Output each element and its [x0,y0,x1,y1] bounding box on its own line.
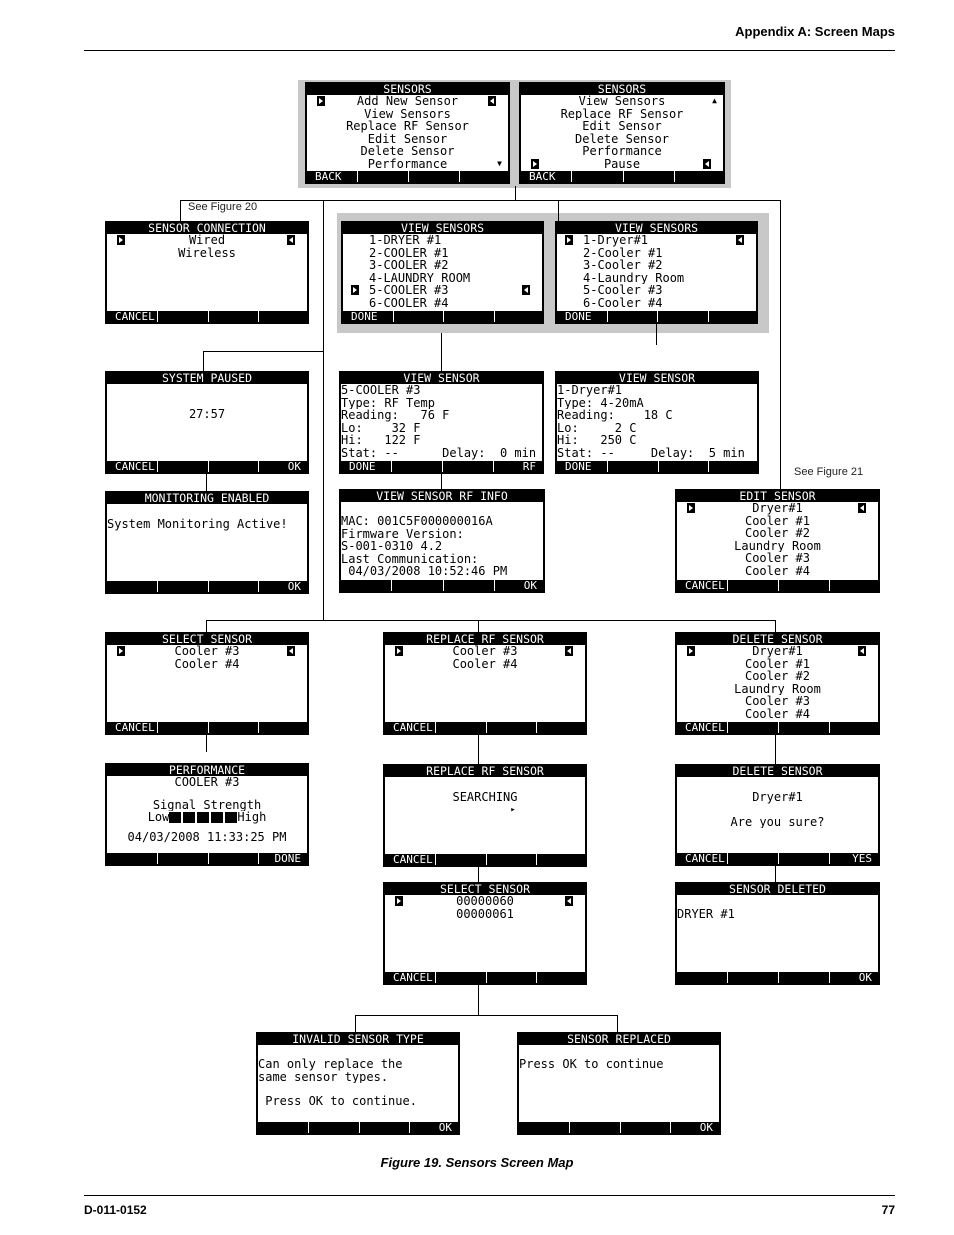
left-arrow-icon [858,646,866,656]
left-arrow-icon [287,646,295,656]
softkey-bar [258,1122,458,1133]
softkey[interactable] [487,972,538,983]
softkey[interactable] [659,461,710,472]
list-item-selected[interactable]: Dryer#1 [677,645,878,658]
list-item-selected[interactable]: 1-Dryer#1 [557,234,756,247]
softkey-bar [385,854,585,865]
lcd-select-sensor-perf [105,632,309,735]
screen-title: SELECT SENSOR [385,884,585,895]
softkey[interactable] [409,171,460,182]
last-comm-label: Last Communication: [341,552,479,566]
softkey[interactable]: OK [523,580,537,591]
list-item[interactable]: Cooler #4 [452,657,518,671]
connector [617,1015,618,1032]
menu-item[interactable]: Delete Sensor [575,132,669,146]
lcd-sensors-menu-2 [519,82,725,184]
mac-address: MAC: 001C5F000000016A [341,515,493,528]
screen-title: SENSOR DELETED [677,884,878,895]
softkey[interactable] [675,171,723,182]
sensor-name: 1-Dryer#1 [557,384,623,397]
softkey[interactable] [309,1122,360,1133]
connector [558,200,559,222]
last-comm-time: 04/03/2008 10:52:46 PM [341,565,508,578]
lcd-view-sensor-rf-info [339,489,545,593]
softkey[interactable] [358,171,409,182]
softkey[interactable] [107,853,158,864]
list-item[interactable]: Cooler #3 [744,695,811,708]
softkey[interactable] [209,853,260,864]
softkey[interactable] [443,461,494,472]
softkey[interactable]: BACK [307,171,358,182]
softkey[interactable]: BACK [521,171,572,182]
screen-title: VIEW SENSOR RF INFO [341,491,543,502]
lcd-delete-sensor-confirm [675,764,880,866]
lcd-view-sensor-rf [339,371,544,474]
softkey[interactable] [830,580,878,591]
sensor-lo: Lo: 32 F [341,421,421,435]
menu-item[interactable]: Edit Sensor [367,132,448,146]
softkey[interactable]: OK [858,972,872,983]
sensor-reading: Reading: 76 F [341,409,450,422]
sensor-name: 5-COOLER #3 [341,384,421,397]
connector [206,620,776,621]
softkey[interactable] [830,722,878,733]
softkey[interactable] [209,722,260,733]
screen-title: VIEW SENSOR [557,373,757,384]
connector [203,351,204,371]
list-item[interactable]: Cooler #1 [744,514,811,528]
softkey[interactable] [728,853,779,864]
softkey-bar [557,461,757,472]
connector [441,473,442,489]
softkey[interactable] [209,311,260,322]
left-arrow-icon [858,503,866,513]
screen-title: EDIT SENSOR [677,491,878,502]
softkey[interactable] [107,581,158,592]
connector [355,1015,617,1016]
menu-item[interactable]: Performance [582,145,662,158]
list-item[interactable]: Laundry Room [734,539,821,553]
list-item[interactable]: Laundry Room [734,682,821,696]
softkey[interactable] [158,311,209,322]
softkey[interactable] [537,722,585,733]
screen-title: PERFORMANCE [107,765,307,776]
lcd-replace-rf-sensor-list [383,632,587,735]
screen-title: VIEW SENSORS [343,223,542,234]
softkey[interactable]: OK [287,461,301,472]
list-item[interactable]: Cooler #4 [744,564,811,578]
see-figure-21: See Figure 21 [794,466,864,478]
list-item[interactable]: Cooler #2 [744,527,811,540]
list-item[interactable]: 3-COOLER #2 [369,259,449,272]
softkey-bar [107,461,307,472]
left-arrow-icon [736,235,744,245]
left-arrow-icon [522,285,530,295]
sensor-type: Type: 4-20mA [557,396,644,410]
connector [515,186,516,200]
left-arrow-icon [565,896,573,906]
softkey-bar [385,972,585,983]
list-item[interactable]: 4-LAUNDRY ROOM [369,271,471,285]
menu-item[interactable]: Replace RF Sensor [560,107,684,121]
softkey[interactable] [709,311,757,322]
softkey[interactable] [608,461,659,472]
softkey[interactable] [779,972,830,983]
left-arrow-icon [703,159,711,169]
softkey[interactable]: RF [522,461,536,472]
softkey-bar [107,311,307,322]
signal-bars [169,812,237,823]
softkey[interactable] [460,171,508,182]
menu-item-wired[interactable]: Wired [107,234,307,247]
see-figure-20: See Figure 20 [188,201,258,213]
softkey[interactable]: CANCEL [385,972,436,983]
firmware-label: Firmware Version: [341,527,464,541]
message-line: Press OK to continue. [258,1095,417,1108]
softkey[interactable] [608,311,659,322]
connector [206,620,207,632]
page-number: 77 [881,1203,895,1217]
left-arrow-icon [565,646,573,656]
softkey[interactable] [728,972,779,983]
right-arrow-icon [531,159,539,169]
softkey[interactable]: CANCEL [385,854,436,865]
lcd-performance [105,763,309,866]
softkey[interactable] [158,853,209,864]
softkey[interactable] [259,722,307,733]
lcd-sensor-replaced [517,1032,721,1135]
softkey[interactable] [444,580,495,591]
page-header: Appendix A: Screen Maps [735,24,895,39]
connector [355,1015,356,1032]
sensor-lo: Lo: 2 C [557,421,637,435]
softkey[interactable] [392,580,443,591]
screen-title: REPLACE RF SENSOR [385,634,585,645]
screen-title: SENSORS [521,84,723,95]
softkey[interactable]: CANCEL [677,722,728,733]
list-item-selected[interactable]: 00000060 [385,895,585,908]
softkey[interactable] [209,461,260,472]
softkey[interactable] [519,1122,570,1133]
lcd-sensor-deleted [675,882,880,985]
softkey[interactable] [436,722,487,733]
screen-title: SENSOR REPLACED [519,1034,719,1045]
lcd-sensor-connection [105,221,309,324]
softkey[interactable] [658,311,709,322]
list-item[interactable]: 6-Cooler #4 [583,296,663,310]
lcd-system-paused [105,371,309,474]
scroll-down-icon: ▼ [497,158,502,168]
screen-title: REPLACE RF SENSOR [385,766,585,777]
softkey[interactable]: YES [852,853,872,864]
connector [323,200,324,620]
list-item[interactable]: 6-COOLER #4 [369,296,449,310]
list-item[interactable]: 00000061 [456,907,514,921]
right-arrow-icon [117,646,125,656]
lcd-view-sensors-mixed [555,221,758,324]
softkey[interactable]: DONE [274,853,301,864]
softkey-bar [521,171,723,182]
list-item-selected[interactable]: Cooler #3 [385,645,585,658]
right-arrow-icon [117,235,125,245]
softkey[interactable] [779,722,830,733]
softkey[interactable] [487,722,538,733]
menu-item[interactable]: Delete Sensor [360,145,455,158]
list-item[interactable]: Cooler #4 [744,707,811,721]
softkey[interactable] [495,311,543,322]
softkey[interactable] [624,171,675,182]
softkey[interactable]: OK [699,1122,713,1133]
softkey[interactable] [158,722,209,733]
connector [656,323,657,345]
lcd-replace-rf-searching [383,764,587,867]
list-item[interactable]: Cooler #3 [744,552,811,565]
connector [180,200,780,201]
menu-item-pause[interactable]: Pause [521,158,723,171]
softkey[interactable] [709,461,757,472]
sensor-stat: Stat: -- Delay: 0 min [341,446,537,460]
softkey[interactable]: OK [438,1122,452,1133]
left-arrow-icon [287,235,295,245]
message-line: same sensor types. [258,1070,389,1084]
screen-title: MONITORING ENABLED [107,493,307,504]
list-item[interactable]: Cooler #1 [744,657,811,671]
softkey[interactable] [487,854,538,865]
list-item[interactable]: 1-DRYER #1 [369,234,442,247]
screen-title: SELECT SENSOR [107,634,307,645]
right-arrow-icon [565,235,573,245]
connector [441,333,442,371]
lcd-view-sensors-upper [341,221,544,324]
searching-text: SEARCHING [452,791,518,804]
list-item[interactable]: 2-Cooler #1 [583,246,663,260]
softkey-bar [307,171,508,182]
connector [775,620,776,632]
figure-caption: Figure 19. Sensors Screen Map [380,1155,574,1170]
softkey-bar [107,722,307,733]
list-item[interactable]: Cooler #2 [744,670,811,683]
menu-item[interactable]: Replace RF Sensor [346,120,469,133]
sensor-hi: Hi: 250 C [557,434,637,447]
lcd-edit-sensor [675,489,880,593]
list-item-selected[interactable]: 5-COOLER #3 [343,284,542,297]
softkey[interactable] [728,580,779,591]
right-arrow-icon [395,646,403,656]
softkey-bar [343,311,542,322]
softkey[interactable] [436,854,487,865]
left-arrow-icon [488,96,496,106]
signal-strength-meter: Low High [147,811,267,825]
softkey[interactable]: CANCEL [107,722,158,733]
softkey[interactable]: DONE [557,461,608,472]
scroll-up-icon: ▲ [712,96,717,105]
sensor-type: Type: RF Temp [341,396,435,410]
pause-timer: 27:57 [188,408,226,421]
sensor-hi: Hi: 122 F [341,434,421,447]
menu-item[interactable]: Performance ▼ [367,157,502,171]
softkey-bar [519,1122,719,1133]
softkey[interactable] [209,581,260,592]
lcd-view-sensor-wired [555,371,759,474]
softkey[interactable] [537,972,585,983]
softkey-bar [557,311,756,322]
softkey[interactable] [341,580,392,591]
softkey[interactable] [570,1122,621,1133]
right-arrow-icon [351,285,359,295]
softkey[interactable]: CANCEL [677,853,728,864]
deleted-sensor-name: DRYER #1 [677,908,735,921]
message-line: Press OK to continue [519,1058,664,1071]
lcd-sensors-menu-1 [305,82,510,184]
sensor-reading: Reading: 18 C [557,409,673,422]
menu-item[interactable]: Edit Sensor [582,120,662,133]
screen-title: INVALID SENSOR TYPE [258,1034,458,1045]
softkey-bar [385,722,585,733]
softkey[interactable]: CANCEL [385,722,436,733]
sensor-name: Dryer#1 [752,791,803,804]
softkey[interactable] [158,581,209,592]
status-message: System Monitoring Active! [107,518,288,531]
list-item[interactable]: 3-Cooler #2 [583,259,663,272]
list-item[interactable]: 4-Laundry Room [583,271,685,285]
list-item-selected[interactable]: Dryer#1 [677,502,878,515]
message-line: Can only replace the [258,1058,403,1071]
list-item[interactable]: 2-COOLER #1 [369,246,449,260]
softkey[interactable] [258,1122,309,1133]
sensor-stat: Stat: -- Delay: 5 min [557,446,745,460]
softkey[interactable] [728,722,779,733]
connector [180,200,181,222]
softkey[interactable] [436,972,487,983]
softkey-bar [341,461,542,472]
softkey[interactable] [394,311,445,322]
connector [478,985,479,1015]
connector [780,200,781,490]
right-arrow-icon [395,896,403,906]
softkey[interactable]: CANCEL [107,461,158,472]
softkey[interactable]: OK [287,581,301,592]
sensor-name: COOLER #3 [174,776,240,789]
list-item[interactable]: 5-Cooler #3 [583,284,663,297]
connector [203,351,324,352]
lcd-select-sensor-ids [383,882,587,985]
softkey-bar [677,580,878,591]
softkey[interactable]: DONE [341,461,392,472]
connector [206,473,207,491]
right-arrow-icon [687,503,695,513]
softkey[interactable] [360,1122,411,1133]
screen-title: DELETE SENSOR [677,634,878,645]
softkey[interactable] [779,853,830,864]
softkey-bar [341,580,543,591]
footer-rule [84,1195,895,1196]
softkey[interactable]: DONE [557,311,608,322]
menu-item[interactable]: View Sensors [364,107,451,121]
lcd-invalid-sensor-type [256,1032,460,1135]
right-arrow-icon [687,646,695,656]
softkey[interactable] [392,461,443,472]
progress-icon: ▸ [510,804,516,815]
doc-id: D-011-0152 [84,1203,147,1217]
softkey[interactable] [444,311,495,322]
timestamp: 04/03/2008 11:33:25 PM [127,831,287,844]
softkey-bar [677,722,878,733]
connector [775,734,776,764]
header-rule [84,50,895,51]
screen-title: SENSOR CONNECTION [107,223,307,234]
lcd-delete-sensor-list [675,632,880,735]
softkey[interactable] [677,972,728,983]
connector [478,734,479,764]
softkey-bar [107,581,307,592]
list-item[interactable]: Cooler #4 [174,657,240,671]
softkey[interactable] [621,1122,672,1133]
menu-item[interactable]: View Sensors ▲ [578,95,717,108]
menu-item[interactable]: Wireless [178,246,236,260]
list-item-selected[interactable]: Cooler #3 [107,645,307,658]
connector [478,866,479,882]
softkey[interactable]: CANCEL [107,311,158,322]
right-arrow-icon [317,96,325,106]
lcd-monitoring-enabled [105,491,309,594]
softkey[interactable] [572,171,623,182]
screen-title: SYSTEM PAUSED [107,373,307,384]
softkey[interactable] [537,854,585,865]
signal-label: Signal Strength [152,798,262,812]
firmware-version: S-001-0310 4.2 [341,540,443,553]
screen-title: VIEW SENSORS [557,223,756,234]
connector [775,866,776,882]
softkey[interactable]: CANCEL [677,580,728,591]
softkey[interactable] [259,311,307,322]
softkey-bar [107,853,307,864]
screen-title: SENSORS [307,84,508,95]
confirm-text: Are you sure? [730,815,825,829]
softkey-bar [677,972,878,983]
screen-title: DELETE SENSOR [677,766,878,777]
connector [478,620,479,632]
softkey[interactable] [779,580,830,591]
screen-title: VIEW SENSOR [341,373,542,384]
softkey[interactable]: DONE [343,311,394,322]
softkey-bar [677,853,878,864]
softkey[interactable] [158,461,209,472]
menu-item-add-new-sensor[interactable]: Add New Sensor [307,95,508,108]
